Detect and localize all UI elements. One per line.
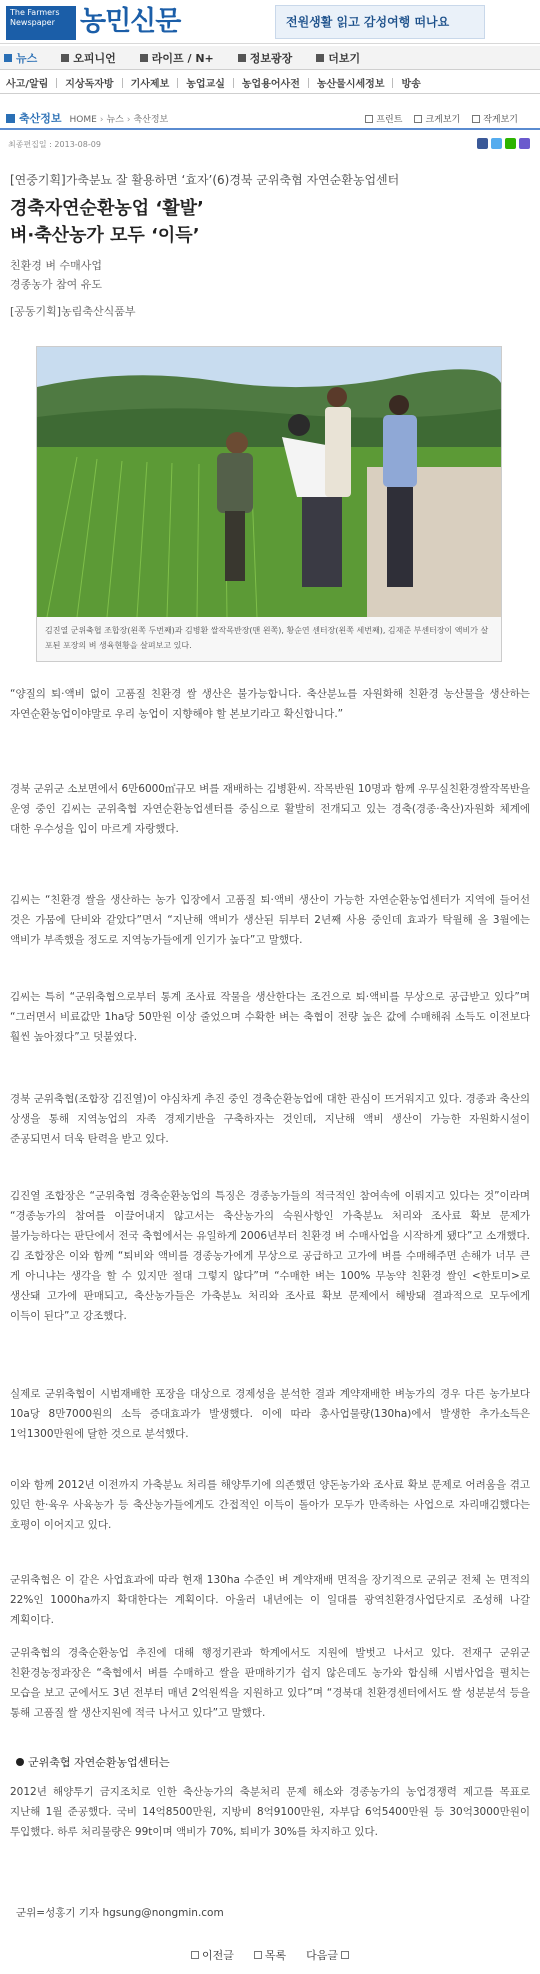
nav-item-opinion[interactable]: [61, 50, 116, 66]
photo-caption: 김진열 군위축협 조합장(왼쪽 두번째)과 김병환 쌀작목반장(맨 왼쪽), 황순연 센터장(왼쪽 세번째), 김재준 부센터장이 액비가 살포된 포장의 벼 생육현황을 살펴보고 있다.: [45, 626, 489, 650]
twitter-share-icon[interactable]: [491, 138, 502, 149]
section2-paragraph: 2012년 해양투기 금지조치로 인한 축산농가의 축분처리 문제 해소와 경종농가의 농업경쟁력 제고를 목표로 지난해 1월 준공했다. 국비 14억8500만원, 지방비 8억9100만원, 자부담 6억5400만원 등 30억3000만원이 투입했다. 하루 처리물량은 99t이며 액비가 70%, 퇴비가 30%를 차지하고 있다.: [10, 1786, 530, 1838]
section-square-icon: [6, 114, 15, 123]
article-paragraph-2: 경북 군위군 소보면에서 6만6000㎡규모 벼를 재배하는 김병환씨. 작목반원 10명과 함께 우무실친환경쌀작목반을 운영 중인 김씨는 군위축협 자연순환농업센터를 중심으로 활발히 전개되고 있는 경축(경종·축산)자원화 체계에 대한 우수성을 입이 마르게 자랑했다.: [10, 783, 530, 835]
site-header: [0, 0, 540, 44]
next-icon: [341, 1951, 349, 1959]
divider: [233, 78, 234, 88]
section2-title: 군위축협 자연순환농업센터는: [28, 1756, 170, 1769]
article-photo: [37, 347, 501, 617]
section-title: 축산정보: [19, 112, 62, 125]
nav-square-icon: [316, 54, 324, 62]
article-paragraph-7: 실제로 군위축협이 시범재배한 포장을 대상으로 경제성을 분석한 결과 계약재배한 벼농가의 경우 다른 농가보다 10a당 8만7000원의 소득 증대효과가 발생했다. 이에 따라 총사업물량(130ha)에서 발생한 추가소득은 1억1300만원에 달한 것으로 분석했다.: [10, 1388, 530, 1440]
article-paragraph-10-text: 군위축협의 경축순환농업 추진에 대해 행정기관과 학계에서도 지원에 발벗고 나서고 있다. 전재구 군위군 친환경농정과장은 “축협에서 벼를 수매하고 쌀을 판매하기가 쉽지 않은데도 농가와 합심해 시범사업을 펼치는 모습을 보고 군에서도 3년 전부터 매년 2억원씩을 지원하고 있다”며 “경북대 친환경센터에서도 쌀 성분분석 등을 통해 고품질 쌀 생산지원에 적극 나서고 있다”고 말했다.: [10, 1647, 530, 1719]
article-pager: [0, 1944, 540, 1966]
article-paragraph-3: 김씨는 “친환경 쌀을 생산하는 농가 입장에서 고품질 퇴·액비 생산이 가능한 자연순환농업센터가 지역에 들어선 것은 가뭄에 단비와 같았다”면서 “지난해 액비가 생산된 뒤부터 2년째 사용 중인데 효과가 탁월해 올 3월에는 액비가 부족했을 정도로 지역농가들에게 인기가 높다”고 말했다.: [10, 894, 530, 946]
nav-item-info[interactable]: [238, 50, 293, 66]
logo-english[interactable]: The Farmers Newspaper: [6, 6, 76, 40]
subnav-item-notice[interactable]: 사고/알림: [6, 79, 49, 90]
nav-item-label: 더보기: [328, 51, 361, 65]
divider: [177, 78, 178, 88]
subnav-item-broadcast[interactable]: 방송: [401, 79, 421, 90]
subnav-item-dictionary[interactable]: 농업용어사전: [241, 79, 300, 90]
nav-square-icon: [61, 54, 69, 62]
sidebar-section-title: [16, 1754, 170, 1770]
last-edited-date: 최종편집일 : 2013-08-09: [8, 140, 101, 149]
divider: [122, 78, 123, 88]
next-article-button[interactable]: [306, 1947, 349, 1963]
breadcrumb-separator-icon: ›: [99, 114, 104, 125]
header-ad-banner[interactable]: 전원생활 읽고 감성여행 떠나요: [275, 5, 485, 39]
subnav-item-report[interactable]: 기사제보: [130, 79, 170, 90]
message-share-icon[interactable]: [519, 138, 530, 149]
sub-nav: [0, 72, 540, 94]
headline-line-1: 경축자연순환농업 ‘활발’: [10, 198, 204, 219]
zoom-out-label: 작게보기: [483, 115, 518, 125]
nav-item-label: 뉴스: [16, 51, 38, 65]
subhead-line-1: 친환경 벼 수매사업: [10, 259, 103, 272]
divider: [308, 78, 309, 88]
list-button[interactable]: [254, 1947, 286, 1963]
subhead-line-2: 경종농가 참여 유도: [10, 278, 103, 291]
article-photo-box: [36, 346, 502, 662]
print-icon: [365, 115, 373, 123]
prev-label: 이전글: [201, 1949, 234, 1962]
blog-share-icon[interactable]: [505, 138, 516, 149]
breadcrumb-separator-icon: ›: [126, 114, 131, 125]
zoom-out-icon: [472, 115, 480, 123]
article-paragraph-6: 김진열 조합장은 “군위축협 경축순환농업의 특징은 경종농가들의 적극적인 참여속에 이뤄지고 있다는 것”이라며 “경종농가의 참여를 이끌어내지 않고서는 축산농가의 숙원사항인 가축분뇨 처리와 조사료 확보 문제가 불가능하다는 판단에서 전국 축협에서는 유일하게 2006년부터 친환경 벼 수매사업을 시작하게 됐다”고 소개했다. 김 조합장은 이와 함께 “퇴비와 액비를 경종농가에게 무상으로 공급하고 고가에 벼를 수매해주면 손해가 너무 큰 게 아니냐는 생각을 할 수 있지만 절대 그렇지 않다”며 “수매한 벼는 100% 무농약 친환경 쌀인 <한토미>로 생산돼 고가에 판매되고, 축산농가들은 가축분뇨 처리와 조사료 확보 문제에서 해방돼 결과적으로 모두에게 이득이 된다”고 강조했다.: [10, 1190, 530, 1322]
print-button[interactable]: [365, 112, 402, 125]
share-buttons: [474, 138, 530, 149]
headline-line-2: 벼·축산농가 모두 ‘이득’: [10, 225, 200, 246]
article-paragraph-8: 이와 함께 2012년 이전까지 가축분뇨 처리를 해양투기에 의존했던 양돈농가와 조사료 확보 문제로 어려움을 겪고 있던 한·육우 사육농가 등 축산농가들에게도 간접적인 이득이 돌아가 모두가 만족하는 사업으로 자리매김했다는 호평이 이어지고 있다.: [10, 1479, 530, 1531]
article-source: [공동기획]농림축산식품부: [10, 305, 136, 318]
breadcrumb: [70, 112, 169, 125]
zoom-out-button[interactable]: [472, 112, 518, 125]
section-bar: [0, 108, 540, 130]
list-icon: [254, 1951, 262, 1959]
zoom-in-button[interactable]: [414, 112, 460, 125]
zoom-in-icon: [414, 115, 422, 123]
nav-item-label: 정보광장: [249, 51, 293, 65]
article-paragraph-5: 경북 군위축협(조합장 김진열)이 야심차게 추진 중인 경축순환농업에 대한 관심이 뜨거워지고 있다. 경종과 축산의 상생을 통해 지역농업의 자족 경제기반을 구축하자는 것인데, 지난해 액비 생산이 가능한 자원화시설이 준공되면서 더욱 탄력을 받고 있다.: [10, 1093, 530, 1145]
zoom-in-label: 크게보기: [425, 115, 461, 125]
facebook-share-icon[interactable]: [477, 138, 488, 149]
nav-square-icon: [140, 54, 148, 62]
list-label: 목록: [264, 1949, 287, 1962]
logo-korean[interactable]: 농민신문: [80, 6, 181, 37]
nav-item-more[interactable]: [316, 50, 360, 66]
article-paragraph-1: “양질의 퇴·액비 없이 고품질 친환경 쌀 생산은 불가능합니다. 축산분뇨를 자원화해 친환경 농산물을 생산하는 자연순환농업이야말로 우리 농업이 지향해야 할 본보기라고 확신합니다.”: [10, 688, 530, 720]
prev-icon: [191, 1951, 199, 1959]
divider: [392, 78, 393, 88]
nav-square-icon: [238, 54, 246, 62]
main-nav: [0, 46, 540, 70]
article-tools: [353, 112, 518, 125]
nav-item-label: 라이프 / N+: [151, 51, 214, 65]
article-paragraph-4: 김씨는 특히 “군위축협으로부터 통계 조사료 작물을 생산한다는 조건으로 퇴·액비를 무상으로 공급받고 있다”며 “그러면서 비료값만 1ha당 50만원 이상 줄었으며 수확한 벼는 축협이 전량 높은 값에 수매해줘 소득도 이전보다 훨씬 높아졌다”고 덧붙였다.: [10, 991, 530, 1043]
subnav-item-readers[interactable]: 지상독자방: [65, 79, 114, 90]
byline: 군위=성홍기 기자 hgsung@nongmin.com: [16, 1907, 224, 1919]
breadcrumb-news[interactable]: 뉴스: [106, 114, 124, 125]
nav-square-icon: [4, 54, 12, 62]
breadcrumb-home[interactable]: HOME: [69, 114, 97, 125]
prev-article-button[interactable]: [191, 1947, 234, 1963]
subnav-item-class[interactable]: 농업교실: [186, 79, 225, 90]
divider: [56, 78, 57, 88]
nav-item-news[interactable]: [4, 50, 37, 66]
subnav-item-prices[interactable]: 농산물시세정보: [316, 79, 385, 90]
print-label: 프린트: [376, 115, 403, 125]
article-paragraph-10-wrap: [10, 1643, 530, 1723]
bullet-icon: [16, 1758, 24, 1766]
breadcrumb-current[interactable]: 축산정보: [133, 114, 169, 125]
article-paragraph-9: 군위축협은 이 같은 사업효과에 따라 현재 130ha 수준인 벼 계약재배 면적을 장기적으로 군위군 전체 논 면적의 22%인 1000ha까지 확대한다는 계획이다. 아울러 내년에는 이 일대를 광역친환경사업단지로 조성해 나갈 계획이다.: [10, 1574, 530, 1626]
nav-item-life[interactable]: [140, 50, 214, 66]
article-kicker: [연중기획]가축분뇨 잘 활용하면 ‘효자’(6)경북 군위축협 자연순환농업센터: [10, 173, 400, 187]
nav-item-label: 오피니언: [73, 51, 116, 65]
next-label: 다음글: [306, 1949, 339, 1962]
